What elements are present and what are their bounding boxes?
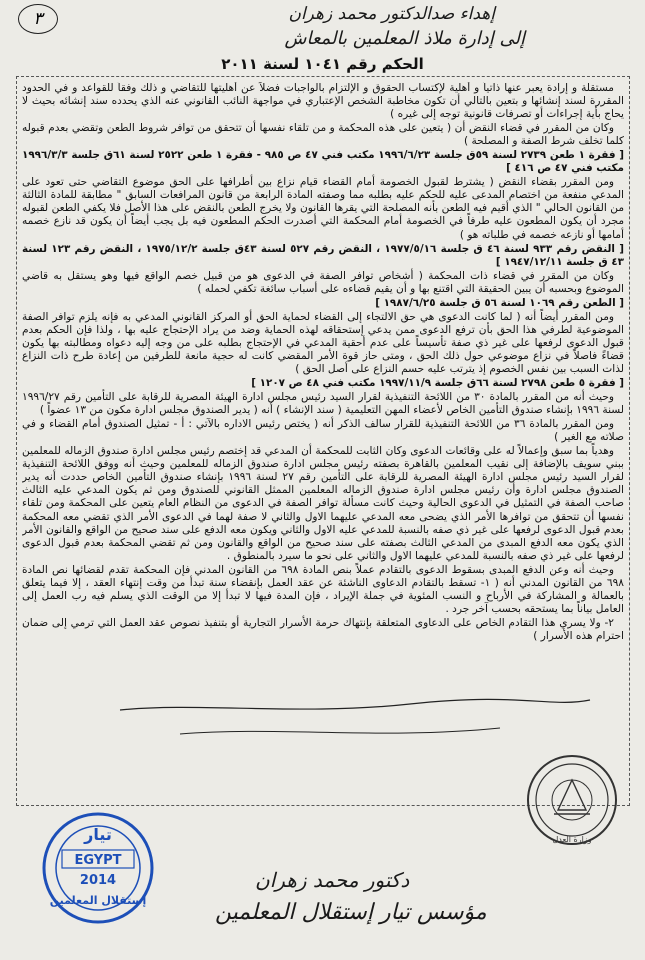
- paragraph: ومن المقرر بقضاء النقض ( يشترط لقبول الخصومة أمام القضاء قيام نزاع بين أطرافها على الحق موضوع التقاضي حتى تعود على المدعي منفعة من اختصام المدعى عليه للحكم عليه بطلبه مما وصفته المادة الرابعة من قانون المرافعات السابق " مطابقة للمادة الثالثة من القانون الحالي " الذي أقيم فيه الطعن بأنه المصلحة التي يقرها القانون ولا يخرج الطعن بالنقض على هذا الأصل فلا يكفي الطعن لقبوله مجرد أن يكون المطعون عليه طرفاً في الخصومة أمام المحكمة التي أصدرت الحكم المطعون فيه بل يجب أيضاً أن يكون قد نازع خصمه أمامها أو نازعه خصمه في طلباته هو ): [22, 176, 624, 241]
- stamp-bottom-text: إستقلال المعلمين: [49, 894, 147, 907]
- paragraph: وكان من المقرر في قضاء ذات المحكمة ( أشخاص توافر الصفة في الدعوى هو من قبيل خصم الواقع فيها وهو يستقل به قاضي الموضوع وبحسبه أن يبين الحقيقة التي اقتنع بها و أن يقيم قضاءه على أسباب سائغة تكفي لحمله ): [22, 269, 624, 295]
- stamp-top-text: تيار: [84, 825, 112, 844]
- citation: [ فقرة ١ طعن ٢٧٣٩ لسنة ٥٩ق جلسة ١٩٩٦/٦/٢٣ مكتب فني ٤٧ ص ٩٨٥ - فقرة ١ طعن ٢٥٢٢ لسنة ٦١ق جلسة ١٩٩٦/٣/٣ مكتب فني ٤٧ ص ٤١٦ ]: [22, 149, 624, 175]
- citation: [ الطعن رقم ١٠٦٩ لسنة ٥٦ ق جلسة ١٩٨٧/٦/٢٥ ]: [375, 296, 624, 309]
- handwritten-signature-name: دكتور محمد زهران: [255, 868, 410, 892]
- paragraph: وحيث أنه وعن الدفع المبدى بسقوط الدعوى بالتقادم عملاً بنص المادة ٦٩٨ من القانون المدني فإن المحكمة تقدم لقضائها نص المادة ٦٩٨ من القانون المدني أنه ( ١- تسقط بالتقادم الدعاوى الناشئة عن عقد العمل بإنقضاء سنة تبدأ من وقت إنتهاء العقد ، إلا فيما يتعلق بالعمالة و المشاركة في الأرباح و النسب المئوية في جملة الإيراد ، فإن المدة فيها لا تبدأ إلا من الوقت الذي يسلم فيه رب العمل إلى العامل بياناً بما يستحقه بحسب آخر جرد .: [22, 563, 624, 615]
- paragraph: مستقلة و إرادة يعبر عنها ذاتياً و أهلية لإكتساب الحقوق و الإلتزام بالواجبات فضلاً عن أهليتها للتقاضي و ذلك وفقاً للقواعد و في الحدود المقررة لسند إنشائها و بتعين بالتالي أن تكون مخاطبة الشخص الإعتباري في مواجهة النائب القانوني عنه الذي يحدده سند إنشائه بحيث لا يحاج بأية إجراءات أو تصرفات قانونية توجه إلى غيره ): [22, 82, 624, 121]
- stamp-year: 2014: [79, 873, 117, 888]
- citation: [ النقض رقم ٩٣٣ لسنة ٤٦ ق جلسة ١٩٧٧/٥/١٦ ، النقض رقم ٥٢٧ لسنة ٤٣ق جلسة ١٩٧٥/١٢/٢ ، النقض رقم ١٢٣ لسنة ٤٣ ق جلسة ١٩٤٧/١٢/١١ ]: [22, 242, 624, 268]
- handwritten-dedication: إهداء صدالدكتور محمد زهران: [288, 4, 495, 24]
- ruling-body: [22, 82, 624, 802]
- official-seal: [524, 752, 620, 848]
- page-number: ٣: [18, 4, 58, 34]
- handwritten-signature-title: مؤسس تيار إستقلال المعلمين: [215, 900, 487, 925]
- stamp-country: EGYPT: [74, 853, 122, 868]
- paragraph: ومن المقرر بالمادة ٣٦ من اللائحة التنفيذية للقرار سالف الذكر أنه ( يختص رئيس الاداره بالآتي : أ - تمثيل الصندوق أمام القضاء و في صلاته مع الغير ): [22, 418, 624, 444]
- paragraph: وهدياً بما سبق وإعمالاً له على وقائعات الدعوى وكان الثابت للمحكمة أن المدعي قد إختصم رئيس مجلس ادارة صندوق الزماله للمعلمين ببني سويف بالإضافة إلى نقيب المعلمين بالقاهرة بصفته رئيس مجلس ادارة صندوق الزماله للمعلمين وحيث أنه ووفق اللائحة التنفيذية لقرار السيد رئيس مجلس ادارة الهيئة المصرية للرقابة على التأمين رقم ٢٧ لسنة ١٩٩٦ بإنشاء صندوق التأمين الخاص حددت أنه يدير الصندوق مجلس ادارة وأن رئيس مجلس ادارة صندوق الزماله المعلمين الممثل القانوني للصندوق ومن ثم يكون المدعي عليه الثالث صاحب الصفة في التمثيل في الدعوى الحالية وحيث كانت مسألة توافر الصفة في الدعوى من النظام العام يتعين على المحكمة ومن تلقاء نفسها أن تتحقق من توافرها الأمر الذي يضحى معه المدعي عليهما الاول والثاني لا صفة لهما في الدعوى الأمر الذي تقضي معه المحكمة بعدم قبول الدعوى لرفعها على غير ذي صفه بالنسبة للمدعي عليه الاول والثاني ويكون معه الدفع على سند صحيح من الواقع والقانون الأمر الذي يكون معه الدفع المبدى من المدعي الثالث بصفته على سند صحيح من الواقع والقانون ومن ثم تقضي المحكمة بعدم قبول الدعوى لرفعها على غير ذي صفه بالنسبة للمدعي عليهما الاول والثاني على نحو ما سيرد بالمنطوق .: [22, 445, 624, 562]
- paragraph: ٢- ولا يسري هذا التقادم الخاص على الدعاوى المتعلقة بإنتهاك حرمة الأسرار التجارية أو بتنفيذ نصوص عقد العمل التي ترمي إلى ضمان احترام هذه الأسرار ): [22, 616, 624, 642]
- paragraph: ومن المقرر أيضاً أنه ( لما كانت الدعوى هي حق الالتجاء إلى القضاء لحماية الحق أو المركز القانوني المدعي به فإنه يلزم توافر الصفة الموضوعية لطرفي هذا الحق بأن ترفع الدعوى ممن يدعي إستحقاقه لهذه الحماية وضد من يراد الإحتجاج عليه بها ، ولذا فإن الحكم بعدم قبول الدعوى لرفعها على غير ذي صفة تأسيساً على عدم أحقية المدعي في الإحتجاج بطلبه على من وجه إليه دعواه ومطالبته بها يكون قضاءً فاصلاً في نزاع موضوعي حول ذلك الحق ، ومتى حاز قوة الأمر المقضي كانت له حجية مانعة للطرفين من إعادة طرح ذات النزاع لذات السبب بين نفس الخصوم إذ يترتب عليه حسم النزاع على أصل الحق ): [22, 310, 624, 375]
- handwritten-recipient: إلى إدارة ملاذ المعلمين بالمعاش: [284, 28, 525, 49]
- seal-text: وزارة العدل: [552, 835, 592, 844]
- independence-movement-stamp: [40, 810, 156, 926]
- paragraph: وكان من المقرر في قضاء النقض أن ( يتعين على هذه المحكمة و من تلقاء نفسها أن تتحقق من توافر شروط الطعن وتقضي بعدم قبوله كلما تخلف شرط الصفة و المصلحة ): [22, 122, 624, 148]
- citation: [ فقرة ٥ طعن ٢٧٩٨ لسنة ٦٦ق جلسة ١٩٩٧/١١/٩ مكتب فني ٤٨ ص ١٢٠٧ ]: [251, 377, 624, 390]
- ruling-title: الحكم رقم ١٠٤١ لسنة ٢٠١١: [221, 55, 424, 73]
- paragraph: وحيث أنه من المقرر بالمادة ٣٠ من اللائحة التنفيذية لقرار السيد رئيس مجلس ادارة الهيئة المصرية للرقابة على التأمين رقم ١٩٩٦/٢٧ لسنة ١٩٩٦ بإنشاء صندوق التأمين الخاص لأعضاء المهن التعليمية ( سند الإنشاء ) أنه ( يدير الصندوق مجلس ادارة مكون من ١٣ عضواً ): [22, 391, 624, 417]
